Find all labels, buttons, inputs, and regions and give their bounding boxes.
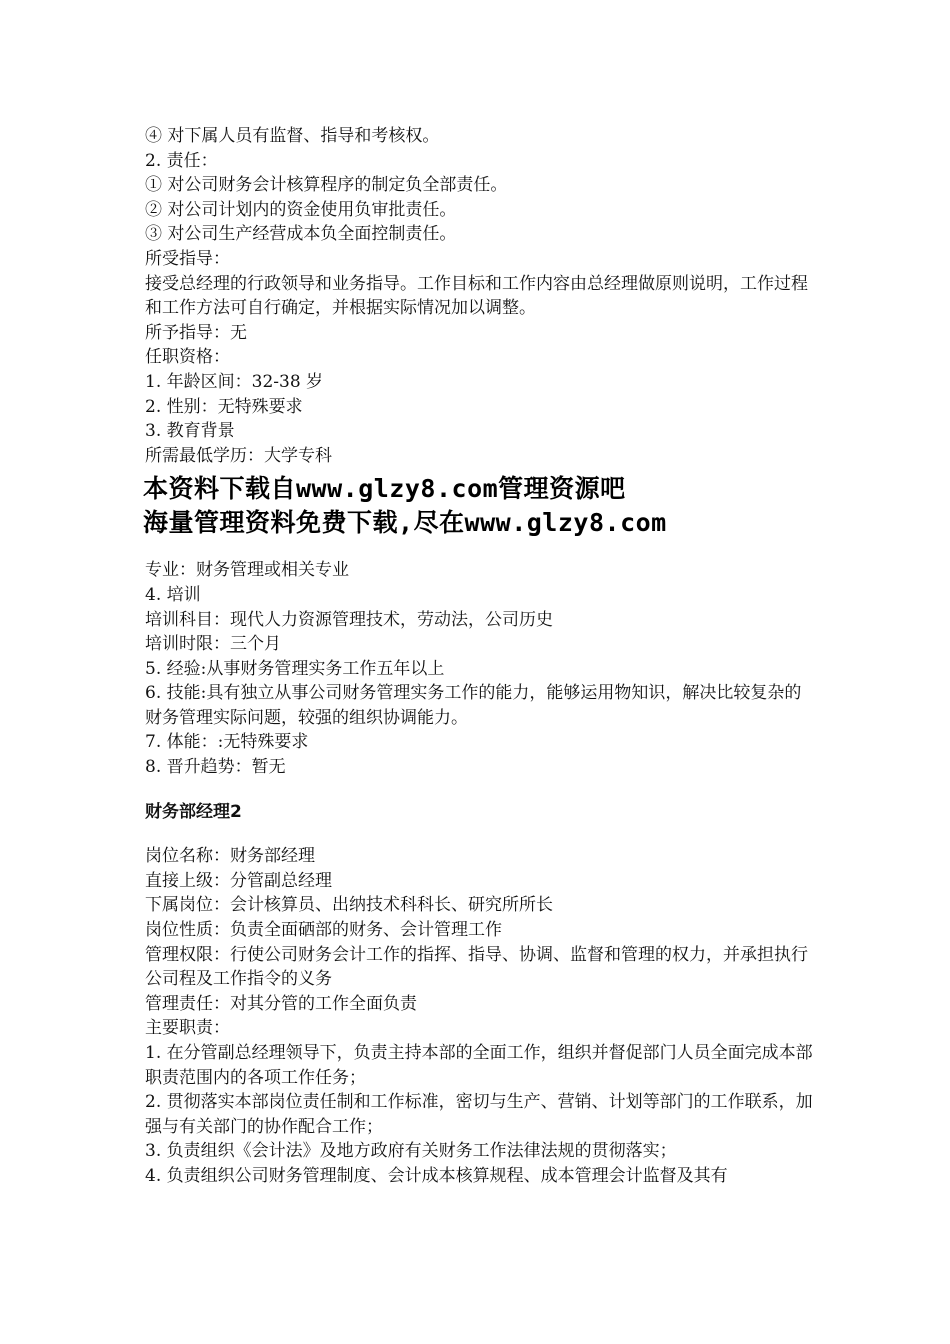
text-line: 管理责任：对其分管的工作全面负责 bbox=[145, 993, 417, 1014]
text-line: 7. 体能：:无特殊要求 bbox=[145, 732, 309, 753]
text-line: ② 对公司计划内的资金使用负审批责任。 bbox=[145, 199, 457, 220]
text-line: 2. 责任： bbox=[145, 150, 218, 171]
text-line: 任职资格： bbox=[145, 347, 230, 368]
text-line: 下属岗位：会计核算员、出纳技术科科长、研究所所长 bbox=[145, 895, 553, 916]
banner-line-2: 海量管理资料免费下载,尽在www.glzy8.com bbox=[143, 508, 667, 538]
banner-line-1: 本资料下载自www.glzy8.com管理资源吧 bbox=[143, 474, 626, 504]
text-line: 3. 负责组织《会计法》及地方政府有关财务工作法律法规的贯彻落实； bbox=[145, 1141, 677, 1162]
section-heading: 财务部经理2 bbox=[145, 801, 242, 822]
text-line: 岗位名称：财务部经理 bbox=[145, 846, 315, 867]
text-line: 4. 负责组织公司财务管理制度、会计成本核算规程、成本管理会计监督及其有 bbox=[145, 1165, 728, 1186]
text-line: 培训科目：现代人力资源管理技术，劳动法，公司历史 bbox=[145, 609, 553, 630]
text-line: 岗位性质：负责全面硒部的财务、会计管理工作 bbox=[145, 920, 502, 941]
text-paragraph: 2. 贯彻落实本部岗位责任制和工作标准，密切与生产、营销、计划等部门的工作联系，加强与有关部门的协作配合工作； bbox=[145, 1092, 813, 1137]
text-paragraph: 6. 技能:具有独立从事公司财务管理实务工作的能力，能够运用物知识，解决比较复杂的财务管理实际问题，较强的组织协调能力。 bbox=[145, 683, 802, 728]
text-line: 主要职责： bbox=[145, 1018, 230, 1039]
text-line: 2. 性别：无特殊要求 bbox=[145, 396, 303, 417]
text-line: 直接上级：分管副总经理 bbox=[145, 870, 332, 891]
text-line: 3. 教育背景 bbox=[145, 421, 235, 442]
text-line: 1. 年龄区间：32-38 岁 bbox=[145, 371, 324, 392]
text-line: 专业：财务管理或相关专业 bbox=[145, 560, 349, 581]
text-line: 4. 培训 bbox=[145, 584, 201, 605]
text-line: ① 对公司财务会计核算程序的制定负全部责任。 bbox=[145, 175, 508, 196]
text-line: 所予指导：无 bbox=[145, 322, 247, 343]
text-line: 所需最低学历：大学专科 bbox=[145, 445, 332, 466]
text-line: 8. 晋升趋势：暂无 bbox=[145, 757, 286, 778]
text-line: ③ 对公司生产经营成本负全面控制责任。 bbox=[145, 224, 457, 245]
download-banner bbox=[143, 472, 813, 540]
text-line: ④ 对下属人员有监督、指导和考核权。 bbox=[145, 126, 440, 146]
text-paragraph: 接受总经理的行政领导和业务指导。工作目标和工作内容由总经理做原则说明，工作过程和工作方法可自行确定，并根据实际情况加以调整。 bbox=[145, 273, 808, 319]
text-paragraph: 管理权限：行使公司财务会计工作的指挥、指导、协调、监督和管理的权力，并承担执行公司程及工作指令的义务 bbox=[145, 944, 808, 990]
text-line: 所受指导： bbox=[145, 248, 230, 269]
text-paragraph: 1. 在分管副总经理领导下，负责主持本部的全面工作，组织并督促部门人员全面完成本部职责范围内的各项工作任务； bbox=[145, 1043, 813, 1088]
text-line: 培训时限：三个月 bbox=[145, 634, 281, 655]
text-line: 5. 经验:从事财务管理实务工作五年以上 bbox=[145, 658, 445, 679]
document-body bbox=[145, 124, 813, 1189]
